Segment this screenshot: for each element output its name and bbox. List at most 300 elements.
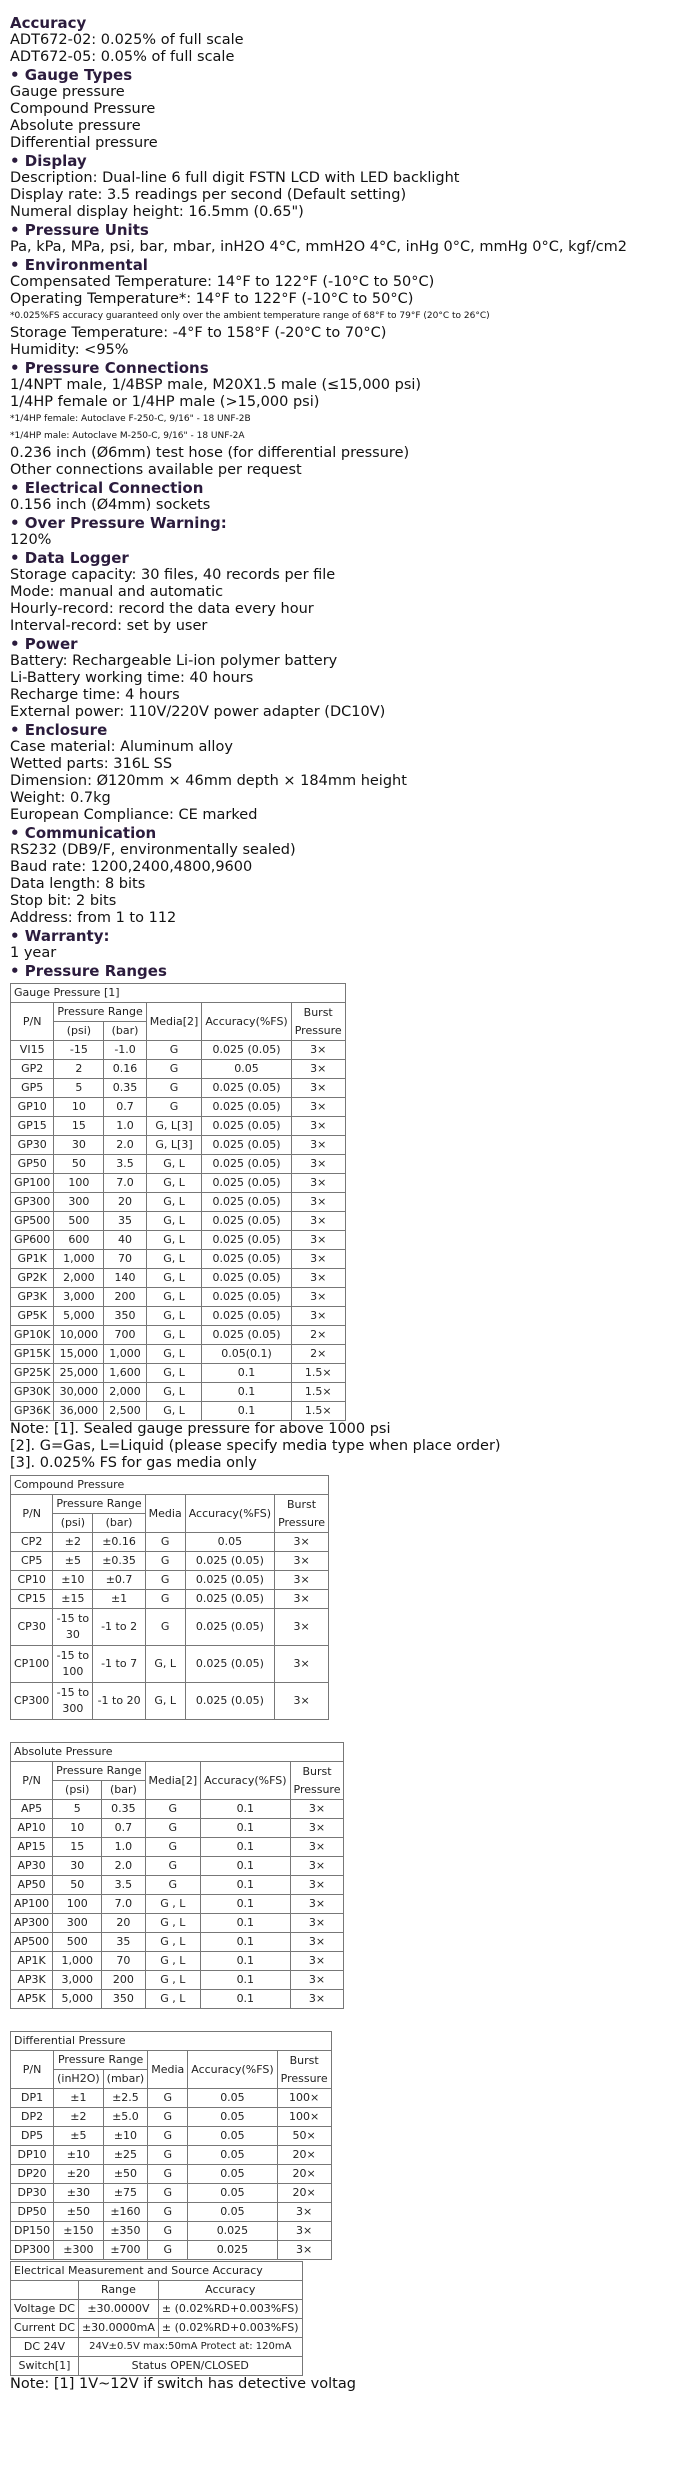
- section-heading: • Electrical Connection: [10, 479, 204, 497]
- table-cell: ±30.0000mA: [78, 2319, 158, 2338]
- table-cell: 3×: [291, 1060, 345, 1079]
- section-heading: • Over Pressure Warning:: [10, 514, 227, 532]
- table-cell: AP300: [11, 1914, 53, 1933]
- table-cell: G: [145, 1609, 185, 1646]
- table-cell: G, L: [146, 1212, 202, 1231]
- spec-line: Gauge pressure: [10, 84, 125, 100]
- header-cell: Accuracy: [158, 2281, 302, 2300]
- spec-line: Numeral display height: 16.5mm (0.65"): [10, 204, 304, 220]
- table-row: [11, 1857, 344, 1876]
- electrical-note: Note: [1] 1V~12V if switch has detective voltag: [10, 2376, 356, 2392]
- table-cell: GP25K: [11, 1364, 54, 1383]
- table-caption-row: [11, 1743, 344, 1762]
- table-note: [2]. G=Gas, L=Liquid (please specify media type when place order): [10, 1438, 501, 1454]
- table-cell: 3×: [291, 1117, 345, 1136]
- table-cell: ±350: [103, 2222, 148, 2241]
- table-cell: 0.1: [201, 1800, 290, 1819]
- table-row: [11, 1117, 346, 1136]
- table-cell: 2,000: [104, 1383, 146, 1402]
- header-cell: (bar): [104, 1022, 146, 1041]
- table-row: [11, 1250, 346, 1269]
- table-cell: CP30: [11, 1609, 53, 1646]
- table-cell: -15: [54, 1041, 104, 1060]
- table-cell: GP500: [11, 1212, 54, 1231]
- section-heading: • Display: [10, 152, 87, 170]
- table-cell: 700: [104, 1326, 146, 1345]
- spec-table: [10, 1742, 344, 2009]
- table-cell: 25,000: [54, 1364, 104, 1383]
- table-cell: 10: [53, 1819, 102, 1838]
- spec-line: 0.236 inch (Ø6mm) test hose (for differential pressure): [10, 445, 410, 461]
- table-cell: 3×: [291, 1174, 345, 1193]
- table-cell: 350: [102, 1990, 145, 2009]
- table-cell: 3×: [277, 2203, 331, 2222]
- table-cell: 0.1: [201, 1857, 290, 1876]
- table-cell: -1 to 2: [93, 1609, 145, 1646]
- spec-line: Compound Pressure: [10, 101, 156, 117]
- table-cell: -1.0: [104, 1041, 146, 1060]
- spec-line: Pa, kPa, MPa, psi, bar, mbar, inH2O 4°C, mmH2O 4°C, inHg 0°C, mmHg 0°C, kgf/cm2: [10, 239, 628, 255]
- table-cell: ±160: [103, 2203, 148, 2222]
- table-cell: ±20: [54, 2165, 104, 2184]
- table-cell: 3×: [291, 1041, 345, 1060]
- table-cell: 0.1: [201, 1838, 290, 1857]
- table-cell: 3×: [275, 1571, 329, 1590]
- table-cell: G: [148, 2222, 188, 2241]
- table-cell: 30,000: [54, 1383, 104, 1402]
- table-cell: ± (0.02%RD+0.003%FS): [158, 2300, 302, 2319]
- header-cell: Burst Pressure: [277, 2051, 331, 2089]
- table-cell: 70: [102, 1952, 145, 1971]
- table-header-row: [11, 2051, 332, 2070]
- spec-line: Address: from 1 to 112: [10, 910, 177, 926]
- table-cell: 70: [104, 1250, 146, 1269]
- table-cell: ±10: [103, 2127, 148, 2146]
- table-cell: ±25: [103, 2146, 148, 2165]
- table-cell: AP100: [11, 1895, 53, 1914]
- table-row: [11, 1914, 344, 1933]
- spec-line: *1/4HP male: Autoclave M-250-C, 9/16" - 18 UNF-2A: [10, 431, 245, 441]
- table-cell: 0.1: [201, 1990, 290, 2009]
- header-cell: Pressure Range: [53, 1495, 145, 1514]
- table-cell: 1,000: [53, 1952, 102, 1971]
- table-cell: 15,000: [54, 1345, 104, 1364]
- table-cell: 3×: [291, 1288, 345, 1307]
- table-cell: 0.05: [188, 2108, 277, 2127]
- table-row: [11, 2357, 303, 2376]
- table-row: [11, 1041, 346, 1060]
- table-cell: 0.1: [201, 1876, 290, 1895]
- table-cell: GP600: [11, 1231, 54, 1250]
- spec-line: *1/4HP female: Autoclave F-250-C, 9/16" - 18 UNF-2B: [10, 414, 251, 424]
- table-cell: CP2: [11, 1533, 53, 1552]
- table-cell: Current DC: [11, 2319, 79, 2338]
- table-row: [11, 1683, 329, 1720]
- table-cell: 1.0: [104, 1117, 146, 1136]
- table-cell: 3×: [277, 2241, 331, 2260]
- spec-line: Case material: Aluminum alloy: [10, 739, 233, 755]
- table-row: [11, 1231, 346, 1250]
- header-cell: Media: [148, 2051, 188, 2089]
- table-cell: 10: [54, 1098, 104, 1117]
- table-cell: G, L: [145, 1683, 185, 1720]
- table-header-row: [11, 1003, 346, 1022]
- table-cell: 3×: [275, 1646, 329, 1683]
- gauge-pressure-table: [10, 983, 675, 1421]
- table-cell: 36,000: [54, 1402, 104, 1421]
- table-cell: GP1K: [11, 1250, 54, 1269]
- table-cell: 2,500: [104, 1402, 146, 1421]
- table-cell: CP300: [11, 1683, 53, 1720]
- table-cell: AP50: [11, 1876, 53, 1895]
- spec-line: Absolute pressure: [10, 118, 141, 134]
- table-caption: Gauge Pressure [1]: [11, 984, 346, 1003]
- section-heading: • Enclosure: [10, 721, 108, 739]
- table-cell: AP500: [11, 1933, 53, 1952]
- table-row: [11, 1326, 346, 1345]
- table-cell: 2,000: [54, 1269, 104, 1288]
- table-cell: GP100: [11, 1174, 54, 1193]
- table-cell: 3×: [291, 1212, 345, 1231]
- spec-line: ADT672-05: 0.05% of full scale: [10, 49, 235, 65]
- table-cell: DP5: [11, 2127, 54, 2146]
- header-cell: Burst Pressure: [275, 1495, 329, 1533]
- table-row: [11, 2165, 332, 2184]
- table-cell: ±150: [54, 2222, 104, 2241]
- table-cell: G: [146, 1060, 202, 1079]
- table-cell: 3,000: [54, 1288, 104, 1307]
- spec-line: Differential pressure: [10, 135, 158, 151]
- header-cell: (psi): [53, 1781, 102, 1800]
- table-cell: 5,000: [54, 1307, 104, 1326]
- table-row: [11, 1174, 346, 1193]
- table-cell: G , L: [145, 1933, 201, 1952]
- table-cell: 3×: [290, 1933, 344, 1952]
- table-cell: 3×: [291, 1231, 345, 1250]
- table-cell: G: [146, 1041, 202, 1060]
- table-cell: 500: [54, 1212, 104, 1231]
- section-heading: • Pressure Units: [10, 221, 149, 239]
- spec-line: Dimension: Ø120mm × 46mm depth × 184mm height: [10, 773, 407, 789]
- header-cell: P/N: [11, 1495, 53, 1533]
- table-cell: 0.05: [188, 2089, 277, 2108]
- table-cell: 300: [54, 1193, 104, 1212]
- table-cell: 0.1: [202, 1364, 291, 1383]
- table-row: [11, 1533, 329, 1552]
- table-row: [11, 1800, 344, 1819]
- table-row: [11, 2203, 332, 2222]
- table-cell: 0.05: [202, 1060, 291, 1079]
- table-cell: G, L: [146, 1193, 202, 1212]
- header-cell: Media[2]: [146, 1003, 202, 1041]
- table-row: [11, 1079, 346, 1098]
- table-cell: 0.1: [201, 1933, 290, 1952]
- spec-line: Storage capacity: 30 files, 40 records per file: [10, 567, 336, 583]
- table-cell: G, L: [146, 1174, 202, 1193]
- table-cell: ±2.5: [103, 2089, 148, 2108]
- table-cell: 0.05: [188, 2184, 277, 2203]
- table-caption-row: [11, 984, 346, 1003]
- table-cell: GP10K: [11, 1326, 54, 1345]
- table-cell: G, L: [146, 1250, 202, 1269]
- table-cell: DP50: [11, 2203, 54, 2222]
- table-row: [11, 2127, 332, 2146]
- spec-line: 1 year: [10, 945, 57, 961]
- table-cell: 40: [104, 1231, 146, 1250]
- table-cell: DP1: [11, 2089, 54, 2108]
- table-cell: G: [148, 2241, 188, 2260]
- table-cell: G: [148, 2089, 188, 2108]
- table-cell: 0.025 (0.05): [185, 1609, 274, 1646]
- table-row: [11, 1193, 346, 1212]
- table-cell: 3×: [275, 1683, 329, 1720]
- table-row: [11, 1155, 346, 1174]
- table-cell: GP30K: [11, 1383, 54, 1402]
- table-cell: 100: [54, 1174, 104, 1193]
- table-cell: 0.35: [102, 1800, 145, 1819]
- table-cell: 0.025 (0.05): [185, 1571, 274, 1590]
- table-cell: 2.0: [102, 1857, 145, 1876]
- table-cell: 7.0: [102, 1895, 145, 1914]
- section-heading: • Warranty:: [10, 927, 110, 945]
- table-row: [11, 1990, 344, 2009]
- table-cell: 50: [54, 1155, 104, 1174]
- table-cell: 0.025 (0.05): [202, 1117, 291, 1136]
- table-row: [11, 1269, 346, 1288]
- table-cell: 0.7: [104, 1098, 146, 1117]
- table-row: [11, 1876, 344, 1895]
- spec-line: Description: Dual-line 6 full digit FSTN LCD with LED backlight: [10, 170, 460, 186]
- table-cell: GP300: [11, 1193, 54, 1212]
- table-cell: 0.025 (0.05): [202, 1212, 291, 1231]
- table-cell: AP10: [11, 1819, 53, 1838]
- table-cell: 5: [54, 1079, 104, 1098]
- spec-table: [10, 983, 346, 1421]
- table-cell: Switch[1]: [11, 2357, 79, 2376]
- table-cell: CP15: [11, 1590, 53, 1609]
- table-cell: G: [145, 1590, 185, 1609]
- table-cell: 0.025 (0.05): [202, 1269, 291, 1288]
- table-cell: 15: [54, 1117, 104, 1136]
- table-cell: 20×: [277, 2165, 331, 2184]
- table-row: [11, 1136, 346, 1155]
- table-cell: ±300: [54, 2241, 104, 2260]
- table-cell: 3,000: [53, 1971, 102, 1990]
- table-cell: G: [145, 1819, 201, 1838]
- table-cell: 600: [54, 1231, 104, 1250]
- table-cell: G: [145, 1552, 185, 1571]
- table-cell: 3×: [290, 1819, 344, 1838]
- table-cell: 0.35: [104, 1079, 146, 1098]
- table-cell: 1.0: [102, 1838, 145, 1857]
- table-cell: 3×: [275, 1590, 329, 1609]
- table-cell: -15 to 100: [53, 1646, 93, 1683]
- table-cell: 3×: [291, 1079, 345, 1098]
- table-cell: DP300: [11, 2241, 54, 2260]
- table-cell: 7.0: [104, 1174, 146, 1193]
- section-heading: • Pressure Ranges: [10, 962, 167, 980]
- table-cell: 0.1: [202, 1402, 291, 1421]
- table-cell: DP2: [11, 2108, 54, 2127]
- table-row: [11, 2146, 332, 2165]
- table-cell: CP5: [11, 1552, 53, 1571]
- table-row: [11, 1552, 329, 1571]
- header-cell: P/N: [11, 2051, 54, 2089]
- header-cell: Accuracy(%FS): [188, 2051, 277, 2089]
- spec-line: Humidity: <95%: [10, 342, 129, 358]
- table-cell: GP5K: [11, 1307, 54, 1326]
- table-row: [11, 2089, 332, 2108]
- table-cell: ±5: [54, 2127, 104, 2146]
- table-cell: 35: [104, 1212, 146, 1231]
- table-cell: 3×: [277, 2222, 331, 2241]
- spec-line: Operating Temperature*: 14°F to 122°F (-10°C to 50°C): [10, 291, 414, 307]
- table-cell: CP10: [11, 1571, 53, 1590]
- section-heading: • Data Logger: [10, 549, 129, 567]
- table-caption-row: [11, 1476, 329, 1495]
- table-cell: 2: [54, 1060, 104, 1079]
- table-cell: AP1K: [11, 1952, 53, 1971]
- table-cell: G , L: [145, 1952, 201, 1971]
- table-cell: 0.1: [201, 1952, 290, 1971]
- table-row: [11, 1971, 344, 1990]
- spec-line: Battery: Rechargeable Li-ion polymer battery: [10, 653, 338, 669]
- table-cell: G, L[3]: [146, 1117, 202, 1136]
- header-cell: (mbar): [103, 2070, 148, 2089]
- table-cell: G: [146, 1098, 202, 1117]
- header-cell: Accuracy(%FS): [202, 1003, 291, 1041]
- table-cell: G, L: [146, 1364, 202, 1383]
- table-cell: GP5: [11, 1079, 54, 1098]
- table-cell: 3×: [275, 1609, 329, 1646]
- table-cell: ±1: [93, 1590, 145, 1609]
- table-cell: 30: [53, 1857, 102, 1876]
- table-cell: 0.025 (0.05): [202, 1174, 291, 1193]
- table-cell: G, L[3]: [146, 1136, 202, 1155]
- table-cell: -15 to 300: [53, 1683, 93, 1720]
- table-cell: ±700: [103, 2241, 148, 2260]
- table-cell: 200: [104, 1288, 146, 1307]
- header-cell: Accuracy(%FS): [185, 1495, 274, 1533]
- spec-table: [10, 2261, 303, 2376]
- table-row: [11, 2338, 303, 2357]
- compound-pressure-table: [10, 1475, 675, 1720]
- section-heading: • Environmental: [10, 256, 148, 274]
- table-cell: AP5K: [11, 1990, 53, 2009]
- table-cell: 1,000: [104, 1345, 146, 1364]
- header-cell: Media[2]: [145, 1762, 201, 1800]
- table-cell: ±50: [54, 2203, 104, 2222]
- table-cell: GP15: [11, 1117, 54, 1136]
- table-cell: G: [146, 1079, 202, 1098]
- table-row: [11, 1895, 344, 1914]
- table-cell: 500: [53, 1933, 102, 1952]
- spec-line: ADT672-02: 0.025% of full scale: [10, 32, 244, 48]
- table-cell: 3×: [275, 1552, 329, 1571]
- table-cell: 0.1: [201, 1895, 290, 1914]
- table-cell: 0.05(0.1): [202, 1345, 291, 1364]
- table-cell: G, L: [146, 1326, 202, 1345]
- table-row: [11, 1288, 346, 1307]
- table-cell: GP2K: [11, 1269, 54, 1288]
- table-cell: G, L: [146, 1307, 202, 1326]
- table-cell: 3×: [291, 1250, 345, 1269]
- table-cell: 200: [102, 1971, 145, 1990]
- header-cell: (bar): [93, 1514, 145, 1533]
- header-cell: (bar): [102, 1781, 145, 1800]
- table-cell: DP20: [11, 2165, 54, 2184]
- table-cell: 2×: [291, 1326, 345, 1345]
- table-cell: 20×: [277, 2184, 331, 2203]
- table-row: [11, 1060, 346, 1079]
- spec-table: [10, 2031, 332, 2260]
- table-cell: ±15: [53, 1590, 93, 1609]
- table-cell: 10,000: [54, 1326, 104, 1345]
- table-cell: 2.0: [104, 1136, 146, 1155]
- table-row: [11, 1364, 346, 1383]
- spec-sections: [10, 14, 675, 980]
- spec-line: Stop bit: 2 bits: [10, 893, 117, 909]
- table-cell: 3×: [291, 1269, 345, 1288]
- spec-line: Data length: 8 bits: [10, 876, 146, 892]
- table-cell: 3×: [290, 1895, 344, 1914]
- table-cell: 3×: [290, 1952, 344, 1971]
- table-cell: 24V±0.5V max:50mA Protect at: 120mA: [78, 2338, 302, 2357]
- table-cell: G , L: [145, 1971, 201, 1990]
- table-header-row: [11, 1762, 344, 1781]
- table-cell: VI15: [11, 1041, 54, 1060]
- spec-line: External power: 110V/220V power adapter (DC10V): [10, 704, 386, 720]
- table-caption: Differential Pressure: [11, 2032, 332, 2051]
- table-cell: GP3K: [11, 1288, 54, 1307]
- spec-line: European Compliance: CE marked: [10, 807, 258, 823]
- table-row: [11, 2300, 303, 2319]
- table-cell: 3.5: [102, 1876, 145, 1895]
- table-cell: 0.025 (0.05): [202, 1326, 291, 1345]
- table-row: [11, 1098, 346, 1117]
- table-cell: 3×: [290, 1990, 344, 2009]
- table-cell: 20×: [277, 2146, 331, 2165]
- header-cell: (inH2O): [54, 2070, 104, 2089]
- table-cell: 0.05: [188, 2127, 277, 2146]
- table-cell: 3×: [290, 1971, 344, 1990]
- table-cell: 1.5×: [291, 1383, 345, 1402]
- section-heading: • Pressure Connections: [10, 359, 209, 377]
- spec-table: [10, 1475, 329, 1720]
- table-row: [11, 1383, 346, 1402]
- table-cell: ±1: [54, 2089, 104, 2108]
- spec-line: Mode: manual and automatic: [10, 584, 224, 600]
- table-cell: G: [148, 2165, 188, 2184]
- table-cell: 3×: [290, 1876, 344, 1895]
- spec-line: Other connections available per request: [10, 462, 302, 478]
- table-cell: 3×: [291, 1136, 345, 1155]
- table-cell: 1,000: [54, 1250, 104, 1269]
- table-row: [11, 2184, 332, 2203]
- table-cell: G: [145, 1571, 185, 1590]
- table-cell: 3×: [291, 1193, 345, 1212]
- table-caption-row: [11, 2262, 303, 2281]
- table-cell: G: [145, 1838, 201, 1857]
- table-cell: ±10: [54, 2146, 104, 2165]
- header-cell: Pressure Range: [54, 2051, 148, 2070]
- header-cell: Media: [145, 1495, 185, 1533]
- table-cell: 0.025: [188, 2222, 277, 2241]
- spec-line: RS232 (DB9/F, environmentally sealed): [10, 842, 296, 858]
- header-cell: [11, 2281, 79, 2300]
- table-cell: 100: [53, 1895, 102, 1914]
- table-cell: GP50: [11, 1155, 54, 1174]
